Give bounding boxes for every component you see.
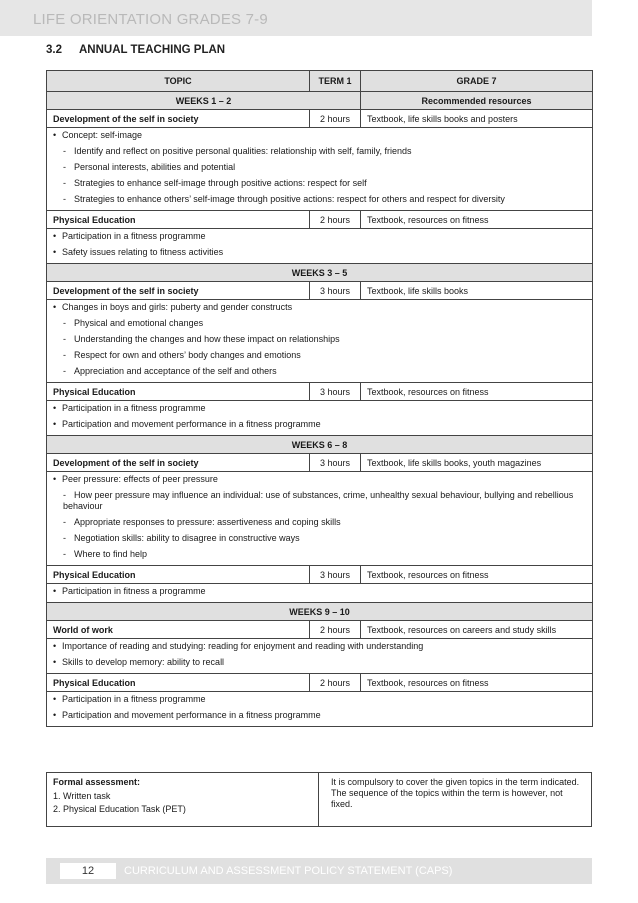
- content-row: [47, 472, 593, 566]
- sub-list-item: [53, 350, 586, 361]
- resources-header: Recommended resources: [361, 92, 593, 110]
- bullet-marker: •: [53, 302, 57, 312]
- strand-hours: 3 hours: [310, 454, 361, 472]
- bullet-item: [53, 247, 586, 258]
- weeks-label: WEEKS 3 – 5: [47, 264, 593, 282]
- bullet-item: [53, 657, 586, 668]
- section-title: ANNUAL TEACHING PLAN: [79, 44, 226, 56]
- content-cell: [47, 229, 593, 264]
- sub-list-item: [53, 146, 586, 157]
- dash-marker: -: [63, 318, 66, 328]
- strand-row: [47, 211, 593, 229]
- item-text: Physical and emotional changes: [74, 318, 204, 328]
- item-text: Participation in fitness a programme: [62, 586, 206, 596]
- content-row: [47, 128, 593, 211]
- content-row: [47, 300, 593, 383]
- content-row: [47, 584, 593, 603]
- dash-marker: -: [63, 517, 66, 527]
- strand-row: [47, 282, 593, 300]
- item-text: Strategies to enhance self-image through positive actions: respect for self: [74, 178, 367, 188]
- assessment-note: It is compulsory to cover the given topics in the term indicated. The sequence of the topics within the term is however, not fixed.: [331, 777, 580, 809]
- dash-marker: -: [63, 334, 66, 344]
- strand-topic: World of work: [47, 621, 310, 639]
- strand-hours: 2 hours: [310, 621, 361, 639]
- content-cell: [47, 401, 593, 436]
- strand-topic: Development of the self in society: [47, 110, 310, 128]
- bullet-item: [53, 403, 586, 414]
- weeks-label: WEEKS 6 – 8: [47, 436, 593, 454]
- item-text: How peer pressure may influence an individual: use of substances, crime, unhealthy sexual behaviour, bullying and rebellious behaviour: [63, 490, 574, 511]
- item-text: Identify and reflect on positive personal qualities: relationship with self, family, friends: [74, 146, 412, 156]
- item-text: Participation in a fitness programme: [62, 231, 206, 241]
- strand-hours: 2 hours: [310, 110, 361, 128]
- strand-row: [47, 110, 593, 128]
- strand-row: [47, 383, 593, 401]
- item-text: Skills to develop memory: ability to recall: [62, 657, 225, 667]
- content-row: [47, 229, 593, 264]
- formal-assessment-title: Formal assessment:: [53, 777, 141, 787]
- strand-resources: Textbook, life skills books, youth magazines: [361, 454, 593, 472]
- bullet-marker: •: [53, 474, 57, 484]
- dash-marker: -: [63, 162, 66, 172]
- sub-list-item: [53, 318, 586, 329]
- strand-topic: Physical Education: [47, 566, 310, 584]
- bullet-marker: •: [53, 130, 57, 140]
- strand-topic: Physical Education: [47, 383, 310, 401]
- strand-resources: Textbook, resources on fitness: [361, 566, 593, 584]
- strand-resources: Textbook, resources on fitness: [361, 211, 593, 229]
- running-header-title: LIFE ORIENTATION GRADES 7-9: [33, 11, 268, 28]
- bullet-item: [53, 710, 586, 721]
- strand-resources: Textbook, resources on careers and study skills: [361, 621, 593, 639]
- strand-row: [47, 674, 593, 692]
- strand-hours: 2 hours: [310, 211, 361, 229]
- bullet-item: [53, 694, 586, 705]
- dash-marker: -: [63, 549, 66, 559]
- content-cell: [47, 584, 593, 603]
- strand-topic: Physical Education: [47, 211, 310, 229]
- content-cell: [47, 300, 593, 383]
- dash-marker: -: [63, 533, 66, 543]
- assessment-item: 2. Physical Education Task (PET): [53, 804, 186, 814]
- strand-topic: Development of the self in society: [47, 454, 310, 472]
- sub-list-item: [53, 162, 586, 173]
- strand-hours: 3 hours: [310, 566, 361, 584]
- item-text: Concept: self-image: [62, 130, 143, 140]
- bullet-item: [53, 130, 586, 141]
- content-row: [47, 401, 593, 436]
- bullet-item: [53, 641, 586, 652]
- bullet-item: [53, 419, 586, 430]
- sub-list-item: [53, 334, 586, 345]
- strand-hours: 2 hours: [310, 674, 361, 692]
- item-text: Safety issues relating to fitness activities: [62, 247, 224, 257]
- strand-row: [47, 621, 593, 639]
- bullet-marker: •: [53, 586, 57, 596]
- content-row: [47, 692, 593, 727]
- weeks-row: [47, 264, 593, 282]
- assessment-item: 1. Written task: [53, 791, 111, 801]
- content-cell: [47, 472, 593, 566]
- bullet-item: [53, 474, 586, 485]
- item-text: Strategies to enhance others’ self-image through positive actions: respect for others and respect for diversity: [74, 194, 505, 204]
- table-header-row: [47, 71, 593, 92]
- strand-resources: Textbook, resources on fitness: [361, 674, 593, 692]
- formal-assessment-box: [46, 772, 592, 827]
- bullet-marker: •: [53, 247, 57, 257]
- item-text: Importance of reading and studying: reading for enjoyment and reading with understanding: [62, 641, 424, 651]
- bullet-item: [53, 586, 586, 597]
- bullet-marker: •: [53, 419, 57, 429]
- section-number: 3.2: [46, 44, 62, 56]
- bullet-item: [53, 231, 586, 242]
- item-text: Peer pressure: effects of peer pressure: [62, 474, 218, 484]
- item-text: Where to find help: [74, 549, 148, 559]
- topic-header: TOPIC: [47, 71, 310, 92]
- item-text: Changes in boys and girls: puberty and gender constructs: [62, 302, 293, 312]
- weeks-label: WEEKS 9 – 10: [47, 603, 593, 621]
- content-cell: [47, 639, 593, 674]
- sub-list-item: [53, 517, 586, 528]
- sub-list-item: [53, 490, 586, 512]
- dash-marker: -: [63, 178, 66, 188]
- strand-resources: Textbook, life skills books: [361, 282, 593, 300]
- strand-hours: 3 hours: [310, 282, 361, 300]
- item-text: Participation in a fitness programme: [62, 694, 206, 704]
- item-text: Participation and movement performance in a fitness programme: [62, 419, 321, 429]
- item-text: Appropriate responses to pressure: assertiveness and coping skills: [74, 517, 341, 527]
- bullet-marker: •: [53, 403, 57, 413]
- bullet-marker: •: [53, 710, 57, 720]
- running-header: [0, 0, 592, 36]
- strand-hours: 3 hours: [310, 383, 361, 401]
- page-footer: [46, 858, 592, 884]
- strand-topic: Physical Education: [47, 674, 310, 692]
- grade-header: GRADE 7: [361, 71, 593, 92]
- strand-row: [47, 454, 593, 472]
- item-text: Respect for own and others’ body changes and emotions: [74, 350, 301, 360]
- item-text: Understanding the changes and how these impact on relationships: [74, 334, 340, 344]
- weeks-row: [47, 603, 593, 621]
- content-cell: [47, 128, 593, 211]
- formal-assessment-list: [47, 773, 319, 826]
- item-text: Participation and movement performance in a fitness programme: [62, 710, 321, 720]
- item-text: Personal interests, abilities and potential: [74, 162, 236, 172]
- item-text: Negotiation skills: ability to disagree in constructive ways: [74, 533, 300, 543]
- dash-marker: -: [63, 366, 66, 376]
- strand-resources: Textbook, life skills books and posters: [361, 110, 593, 128]
- bullet-marker: •: [53, 657, 57, 667]
- bullet-marker: •: [53, 641, 57, 651]
- dash-marker: -: [63, 146, 66, 156]
- annual-teaching-plan-table: [46, 70, 593, 727]
- term-header: TERM 1: [310, 71, 361, 92]
- weeks-row: [47, 92, 593, 110]
- section-heading: [46, 44, 225, 56]
- weeks-label: WEEKS 1 – 2: [47, 92, 361, 110]
- footer-title: CURRICULUM AND ASSESSMENT POLICY STATEMENT (CAPS): [124, 865, 453, 877]
- content-row: [47, 639, 593, 674]
- sub-list-item: [53, 533, 586, 544]
- dash-marker: -: [63, 350, 66, 360]
- bullet-marker: •: [53, 231, 57, 241]
- sub-list-item: [53, 194, 586, 205]
- content-cell: [47, 692, 593, 727]
- bullet-marker: •: [53, 694, 57, 704]
- item-text: Participation in a fitness programme: [62, 403, 206, 413]
- bullet-item: [53, 302, 586, 313]
- strand-row: [47, 566, 593, 584]
- sub-list-item: [53, 178, 586, 189]
- weeks-row: [47, 436, 593, 454]
- dash-marker: -: [63, 194, 66, 204]
- dash-marker: -: [63, 490, 66, 500]
- strand-resources: Textbook, resources on fitness: [361, 383, 593, 401]
- sub-list-item: [53, 549, 586, 560]
- plan-table-body: [47, 71, 593, 727]
- item-text: Appreciation and acceptance of the self and others: [74, 366, 277, 376]
- page-number: 12: [60, 863, 116, 879]
- sub-list-item: [53, 366, 586, 377]
- strand-topic: Development of the self in society: [47, 282, 310, 300]
